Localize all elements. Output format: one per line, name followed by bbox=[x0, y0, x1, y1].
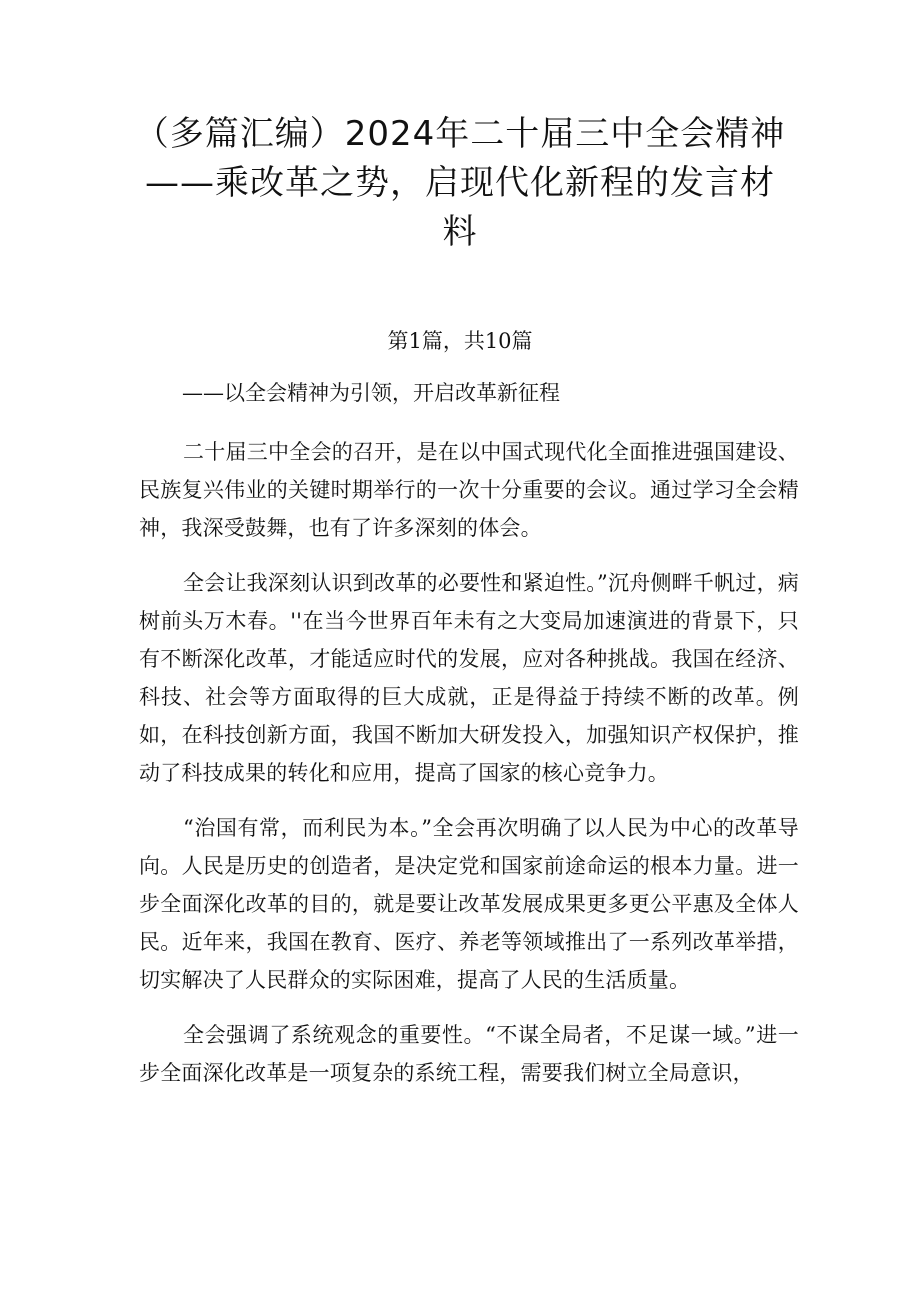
paragraph: 二十届三中全会的召开，是在以中国式现代化全面推进强国建设、民族复兴伟业的关键时期举行的一次十分重要的会议。通过学习全会精神，我深受鼓舞，也有了许多深刻的体会。 bbox=[139, 440, 799, 540]
title-line-2: ——乘改革之势，启现代化新程的发言材 bbox=[145, 163, 775, 203]
title-line-3: 料 bbox=[442, 212, 478, 252]
part-heading: 第1篇，共10篇 bbox=[387, 329, 533, 353]
subtitle: ——以全会精神为引领，开启改革新征程 bbox=[182, 381, 560, 405]
title-line-1: （多篇汇编）2024年二十届三中全会精神 bbox=[134, 114, 786, 154]
paragraph: 全会强调了系统观念的重要性。“不谋全局者，不足谋一域。”进一步全面深化改革是一项复杂的系统工程，需要我们树立全局意识， bbox=[139, 1023, 799, 1085]
document-title bbox=[130, 110, 790, 257]
paragraph: 全会让我深刻认识到改革的必要性和紧迫性。”沉舟侧畔千帆过，病树前头万木春。''在当今世界百年未有之大变局加速演进的背景下，只有不断深化改革，才能适应时代的发展，应对各种挑战。我国在经济、科技、社会等方面取得的巨大成就，正是得益于持续不断的改革。例如，在科技创新方面，我国不断加大研发投入，加强知识产权保护，推动了科技成果的转化和应用，提高了国家的核心竞争力。 bbox=[139, 571, 799, 785]
body-text bbox=[139, 433, 799, 1109]
paragraph: “治国有常，而利民为本。”全会再次明确了以人民为中心的改革导向。人民是历史的创造者，是决定党和国家前途命运的根本力量。进一步全面深化改革的目的，就是要让改革发展成果更多更公平惠及全体人民。近年来，我国在教育、医疗、养老等领域推出了一系列改革举措，切实解决了人民群众的实际困难，提高了人民的生活质量。 bbox=[139, 816, 799, 992]
